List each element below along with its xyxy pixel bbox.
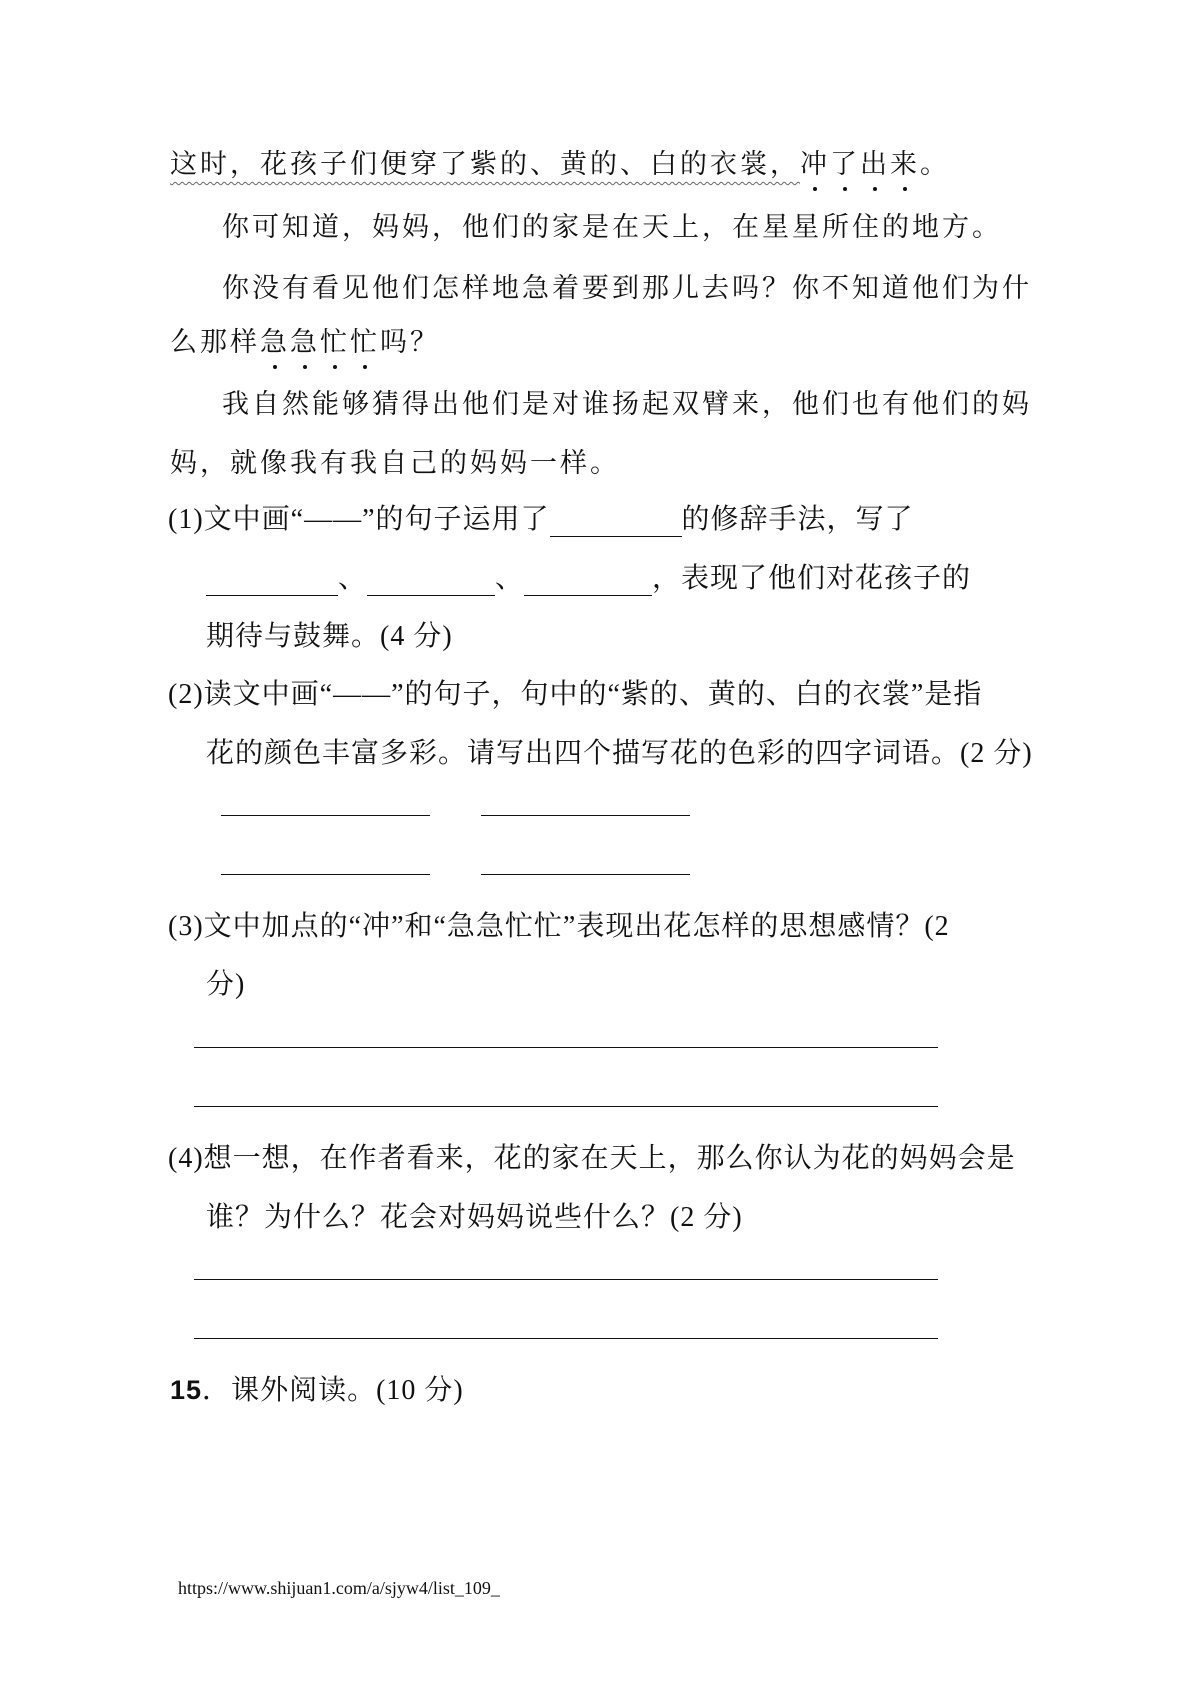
dotted-char: 急 [260,320,290,359]
dotted-char: 忙 [350,320,380,359]
answer-line[interactable] [221,874,430,875]
dotted-char: 忙 [320,320,350,359]
poem-line-4-b: 吗？ [380,327,440,358]
dotted-char: 了 [830,142,860,181]
poem-line-1-end: 。 [920,149,950,180]
poem-line-2: 你可知道，妈妈，他们的家是在天上，在星星所住的地方。 [222,212,1002,243]
poem-line-4-a: 么那样 [170,327,260,358]
answer-blank[interactable] [206,567,338,596]
poem-line-1-text-b [830,149,920,180]
question-4: (4)想一想，在作者看来，花的家在天上，那么你认为花的妈妈会是 [168,1143,1016,1174]
question-2-line-2: 花的颜色丰富多彩。请写出四个描写花的色彩的四字词语。(2 分) [206,738,1033,769]
question-3: (3)文中加点的“冲”和“急急忙忙”表现出花怎样的思想感情？(2 [168,911,950,942]
question-3-line-2: 分) [206,969,246,1000]
dotted-char: 出 [860,142,890,181]
section-number-dot: ． [202,1375,232,1406]
poem-line-4 [170,320,440,359]
poem-line-1-text: 这时，花孩子们便穿了紫的、黄的、白的衣裳， [170,149,800,180]
answer-blank[interactable] [367,567,495,596]
answer-line[interactable] [194,1279,938,1280]
section-15-heading [170,1368,464,1408]
poem-line-1 [170,142,950,181]
answer-blank[interactable] [550,508,682,537]
answer-line[interactable] [221,815,430,816]
dotted-char: 急 [290,320,320,359]
footer-url: https://www.shijuan1.com/a/sjyw4/list_109_ [178,1578,500,1598]
question-1-text-c: ，表现了他们对花孩子的 [652,563,972,594]
answer-line[interactable] [481,874,690,875]
dotted-chong: 冲 [800,142,830,181]
question-1 [168,497,914,537]
answer-line[interactable] [194,1047,938,1048]
question-1-text-b: 的修辞手法，写了 [681,504,914,535]
question-1-line-2 [206,556,971,596]
poem-line-3: 你没有看见他们怎样地急着要到那儿去吗？你不知道他们为什 [222,273,1032,304]
section-number: 15 [170,1375,203,1405]
question-2: (2)读文中画“——”的句子，句中的“紫的、黄的、白的衣裳”是指 [168,679,983,710]
question-1-text-a: (1)文中画“——”的句子运用了 [168,504,550,535]
answer-line[interactable] [194,1106,938,1107]
answer-line[interactable] [194,1338,938,1339]
answer-line[interactable] [481,815,690,816]
section-title: 课外阅读。(10 分) [231,1375,464,1406]
separator: 、 [495,563,525,594]
underlined-sentence [170,149,920,180]
answer-blank[interactable] [524,567,652,596]
question-4-line-2: 谁？为什么？花会对妈妈说些什么？(2 分) [206,1202,743,1233]
poem-line-5: 我自然能够猜得出他们是对谁扬起双臂来，他们也有他们的妈 [222,389,1032,420]
separator: 、 [338,563,368,594]
question-1-line-3: 期待与鼓舞。(4 分) [206,621,453,652]
dotted-char: 来 [890,142,920,181]
poem-line-6: 妈，就像我有我自己的妈妈一样。 [170,448,620,479]
